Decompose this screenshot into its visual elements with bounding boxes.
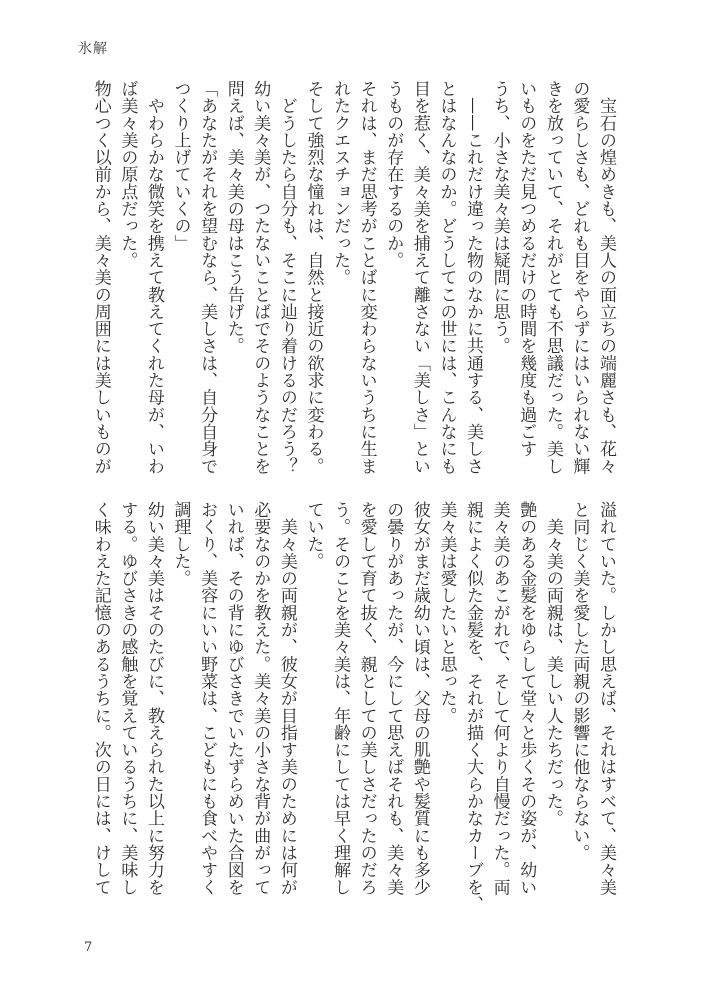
text-line: れたクエスチョンだった。 [330, 80, 351, 286]
text-line: 幼い美々美はそのたびに、教えられた以上に努力を [143, 501, 164, 896]
text-line: そして強烈な憧れは、自然と接近の欲求に変わる。 [303, 80, 324, 475]
text-line: 目を惹く、美々美を捕えて離さない「美しさ」とい [409, 80, 430, 475]
text-line: いものをただ見つめるだけの時間を幾度も過ごす [516, 80, 537, 458]
text-line: 宝石の煌めきも、美人の面立ちの端麗さも、花々 [596, 80, 616, 475]
text-line: それは、まだ思考がことばに変わらないうちに生ま [356, 80, 377, 475]
text-line: の愛らしさも、どれも目をやらずにはいられない輝 [569, 80, 590, 475]
text-line: 美々美の両親は、美しい人たちだった。 [542, 501, 563, 827]
text-line: どうしたら自分も、そこに辿り着けるのだろう？ [276, 80, 297, 475]
text-line: 必要なのかを教えた。美々美の小さな背が曲がって [250, 501, 271, 896]
text-line: ば美々美の原点だった。 [117, 80, 138, 269]
text-block-top [89, 80, 619, 500]
text-line: 美々美の両親が、彼女が目指す美のためには何が [276, 501, 297, 896]
text-line: 溢れていた。しかし思えば、それはすべて、美々美 [596, 501, 616, 896]
text-line: 親によく似た金髪を、それが描く大らかなカーブを、 [463, 501, 484, 913]
text-line: 彼女がまだ歳幼い頃は、父母の肌艶や髪質にも多少 [409, 501, 430, 896]
text-line: 問えば、美々美の母はこう告げた。 [223, 80, 244, 355]
text-line: ていた。 [303, 501, 324, 570]
text-line: 幼い美々美が、つたないことばでそのようなことを [250, 80, 271, 475]
text-line: 「あなたがそれを望むなら、美しさは、自分自身で [197, 80, 218, 475]
text-line: う。そのことを美々美は、年齢にしては早く理解し [330, 501, 351, 896]
page-number: 7 [84, 940, 93, 955]
text-line: いれば、その背にゆびさきでいたずらめいた合図を [223, 501, 244, 896]
text-line: うものが存在するのか。 [383, 80, 404, 269]
text-line: く味わえた記憶のあるうちに。次の日には、けして [90, 501, 111, 896]
text-line: 美々美は愛したいと思った。 [436, 501, 457, 724]
text-line: つくり上げていくの」 [170, 80, 191, 252]
text-line: の曇りがあったが、今にして思えばそれも、美々美 [383, 501, 404, 896]
text-line: ——これだけ違った物のなかに共通する、美しさ [463, 80, 484, 475]
text-line: やわらかな微笑を携えて教えてくれた母が、いわ [143, 80, 164, 475]
text-line: 美々美のあこがれで、そして何より自慢だった。両 [489, 501, 510, 896]
text-line: を愛して育て抜く、親としての美しさだったのだろ [356, 501, 377, 896]
text-line: 物心つく以前から、美々美の周囲には美しいものが [90, 80, 111, 475]
text-line: とはなんなのか。どうしてこの世には、こんなにも [436, 80, 457, 475]
text-line: 艶のある金髪をゆらして堂々と歩くその姿が、幼い [516, 501, 537, 896]
text-block-bottom [89, 501, 619, 921]
running-head: 氷解 [78, 41, 108, 57]
text-line: きを放っていて、それがとても不思議だった。美し [542, 80, 563, 475]
text-line: おくり、美容にいい野菜は、こどもにも食べやすく [197, 501, 218, 896]
text-line: と同じく美を愛した両親の影響に他ならない。 [569, 501, 590, 862]
text-line: 調理した。 [170, 501, 191, 587]
text-line: うち、小さな美々美は疑問に思う。 [489, 80, 510, 355]
text-line: する。ゆびさきの感触を覚えているうちに、美味し [117, 501, 138, 896]
